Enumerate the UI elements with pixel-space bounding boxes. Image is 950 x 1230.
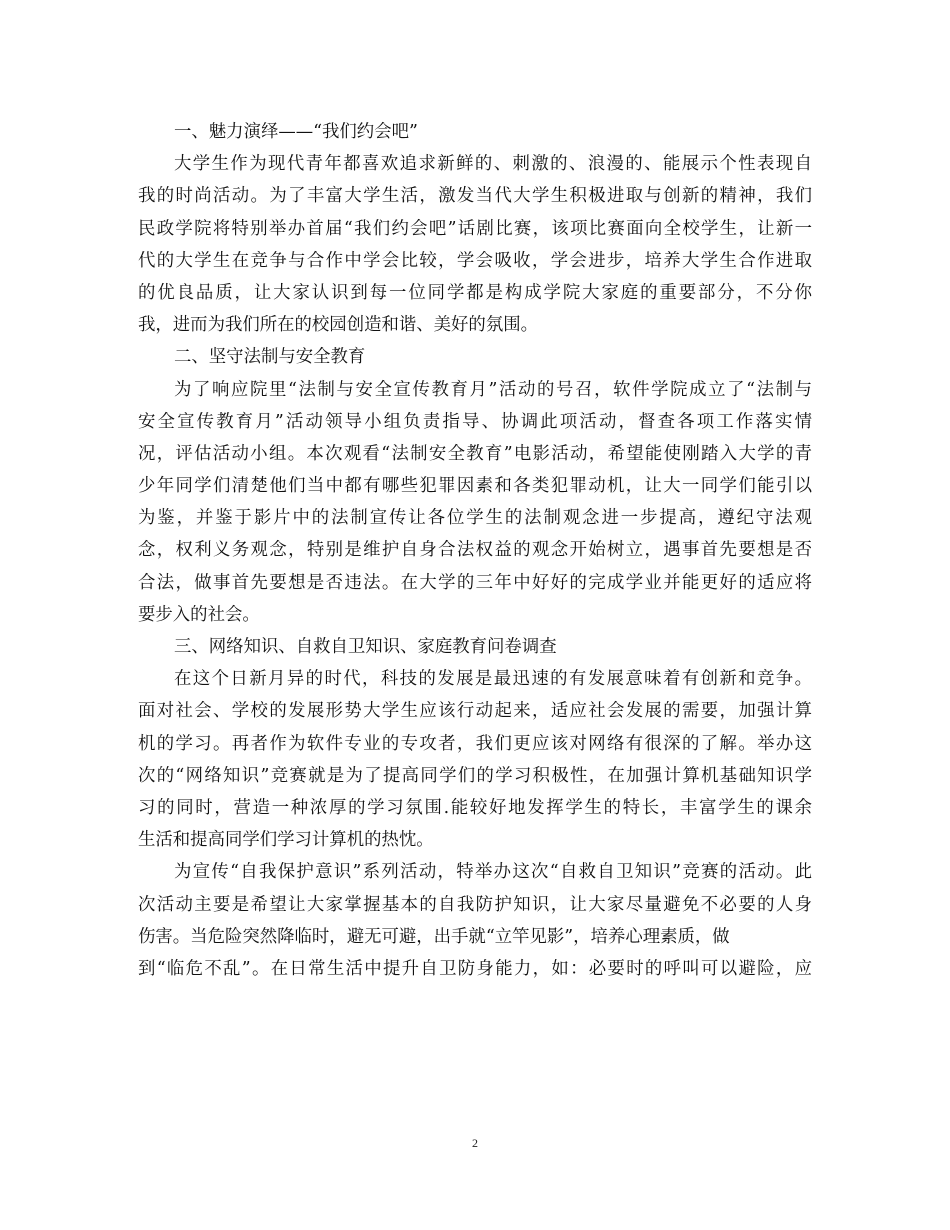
text-line: 一、魅力演绎——“我们约会吧” bbox=[174, 122, 418, 142]
text-line: 生活和提高同学们学习计算机的热忱。 bbox=[138, 830, 434, 851]
text-line: 的优良品质，让大家认识到每一位同学都是构成学院大家庭的重要部分，不分你 bbox=[138, 282, 812, 303]
text-line: 三、网络知识、自救自卫知识、家庭教育问卷调查 bbox=[174, 637, 557, 657]
text-line: 民政学院将特别举办首届“我们约会吧”话剧比赛，该项比赛面向全校学生，让新一 bbox=[138, 218, 812, 239]
text-line: 我，进而为我们所在的校园创造和谐、美好的氛围。 bbox=[138, 315, 538, 336]
text-line: 要步入的社会。 bbox=[138, 604, 260, 625]
text-line: 伤害。当危险突然降临时，避无可避，出手就“立竿见影”，培养心理素质，做 bbox=[138, 926, 730, 947]
text-line: 大学生作为现代青年都喜欢追求新鲜的、刺激的、浪漫的、能展示个性表现自 bbox=[174, 154, 812, 175]
text-line: 为鉴，并鉴于影片中的法制宣传让各位学生的法制观念进一步提高，遵纪守法观 bbox=[138, 508, 812, 529]
text-line: 面对社会、学校的发展形势大学生应该行动起来，适应社会发展的需要，加强计算 bbox=[138, 701, 812, 722]
text-line: 为了响应院里“法制与安全宣传教育月”活动的号召，软件学院成立了“法制与 bbox=[174, 379, 812, 400]
document-body bbox=[138, 116, 812, 985]
text-line: 合法，做事首先要想是否违法。在大学的三年中好好的完成学业并能更好的适应将 bbox=[138, 572, 812, 593]
text-line: 习的同时，营造一种浓厚的学习氛围.能较好地发挥学生的特长，丰富学生的课余 bbox=[138, 797, 812, 818]
text-line: 安全宣传教育月”活动领导小组负责指导、协调此项活动，督查各项工作落实情 bbox=[138, 411, 812, 432]
text-line: 少年同学们清楚他们当中都有哪些犯罪因素和各类犯罪动机，让大一同学们能引以 bbox=[138, 476, 812, 497]
text-line: 到“临危不乱”。在日常生活中提升自卫防身能力，如：必要时的呼叫可以避险，应 bbox=[138, 958, 812, 979]
text-line: 在这个日新月异的时代，科技的发展是最迅速的有发展意味着有创新和竞争。 bbox=[174, 669, 812, 690]
text-line: 次的“网络知识”竞赛就是为了提高同学们的学习积极性，在加强计算机基础知识学 bbox=[138, 765, 812, 786]
text-line: 念，权利义务观念，特别是维护自身合法权益的观念开始树立，遇事首先要想是否 bbox=[138, 540, 812, 561]
text-line: 为宣传“自我保护意识”系列活动，特举办这次“自救自卫知识”竞赛的活动。此 bbox=[174, 862, 812, 883]
text-line: 机的学习。再者作为软件专业的专攻者，我们更应该对网络有很深的了解。举办这 bbox=[138, 733, 812, 754]
text-line: 我的时尚活动。为了丰富大学生活，激发当代大学生积极进取与创新的精神，我们 bbox=[138, 186, 812, 207]
text-line: 况，评估活动小组。本次观看“法制安全教育”电影活动，希望能使刚踏入大学的青 bbox=[138, 443, 812, 464]
text-line: 二、坚守法制与安全教育 bbox=[174, 347, 366, 368]
page-number: 2 bbox=[472, 1136, 478, 1150]
text-line: 代的大学生在竞争与合作中学会比较，学会吸收，学会进步，培养大学生合作进取 bbox=[138, 250, 812, 271]
text-line: 次活动主要是希望让大家掌握基本的自我防护知识，让大家尽量避免不必要的人身 bbox=[138, 894, 812, 915]
